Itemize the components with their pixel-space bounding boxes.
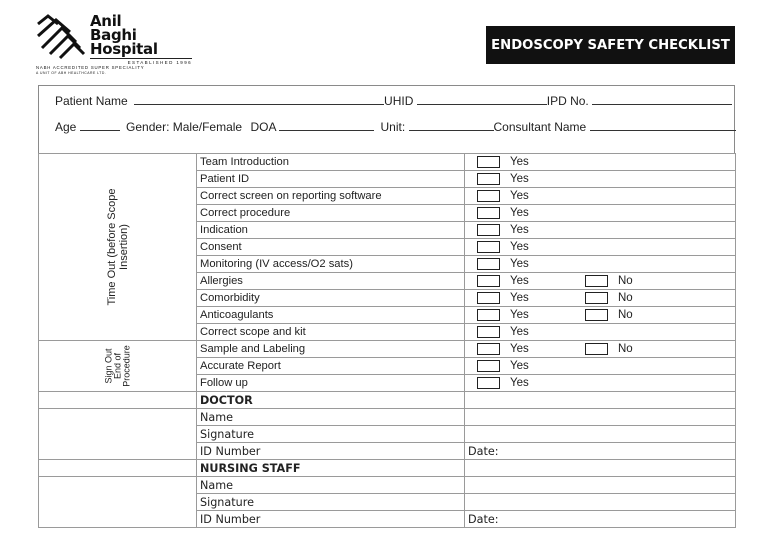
doctor-heading: DOCTOR — [197, 392, 465, 409]
doa-label: DOA — [250, 120, 276, 134]
doctor-id-label: ID Number — [197, 443, 465, 460]
checklist-answer-cell — [465, 375, 736, 392]
checklist-item-label: Correct procedure — [197, 205, 465, 222]
logo-line-1: Anil — [90, 12, 122, 30]
nursing-date-field[interactable]: Date: — [465, 511, 736, 528]
yes-checkbox[interactable] — [477, 207, 500, 219]
checklist-item-label: Correct screen on reporting software — [197, 188, 465, 205]
doctor-entry-field[interactable] — [465, 409, 736, 426]
patient-info-section — [38, 85, 735, 153]
time-out-phase-label: Time Out (before Scope Insertion) — [105, 188, 130, 306]
patient-name-label: Patient Name — [55, 94, 128, 108]
uhid-label: UHID — [384, 94, 414, 108]
no-option-label: No — [618, 292, 633, 304]
logo-unit-of: A UNIT OF ABH HEALTHCARE LTD. — [36, 71, 107, 75]
nursing-side-cell — [39, 477, 197, 528]
ipd-field[interactable] — [592, 94, 732, 105]
yes-option-label: Yes — [510, 360, 529, 372]
no-checkbox[interactable] — [585, 309, 608, 321]
no-checkbox[interactable] — [585, 343, 608, 355]
yes-option-label: Yes — [510, 156, 529, 168]
checklist-answer-cell — [465, 188, 736, 205]
nursing-heading-blank — [465, 460, 736, 477]
nursing-entry-field[interactable] — [465, 494, 736, 511]
patient-info-row-2 — [55, 120, 736, 134]
nursing-row — [39, 460, 736, 477]
checklist-answer-cell — [465, 358, 736, 375]
yes-checkbox[interactable] — [477, 343, 500, 355]
checklist-answer-cell — [465, 290, 736, 307]
checklist-item-label: Follow up — [197, 375, 465, 392]
yes-checkbox[interactable] — [477, 190, 500, 202]
checklist-item-label: Consent — [197, 239, 465, 256]
checklist-answer-cell — [465, 171, 736, 188]
checklist-answer-cell — [465, 307, 736, 324]
consultant-field[interactable] — [590, 120, 736, 131]
logo-mark-icon — [36, 14, 86, 60]
age-label: Age — [55, 120, 77, 134]
gender-label: Gender: Male/Female — [126, 120, 243, 134]
checklist-item-label: Accurate Report — [197, 358, 465, 375]
checklist-item-label: Indication — [197, 222, 465, 239]
doctor-side-cell — [39, 409, 197, 460]
unit-label: Unit: — [380, 120, 406, 134]
checklist-item-label: Patient ID — [197, 171, 465, 188]
yes-checkbox[interactable] — [477, 241, 500, 253]
yes-option-label: Yes — [510, 326, 529, 338]
checklist-item-label: Allergies — [197, 273, 465, 290]
logo-established: ESTABLISHED 1996 — [90, 58, 192, 65]
checklist-row — [39, 341, 736, 358]
checklist-item-label: Team Introduction — [197, 154, 465, 171]
hospital-logo — [36, 12, 192, 75]
yes-checkbox[interactable] — [477, 360, 500, 372]
yes-option-label: Yes — [510, 207, 529, 219]
nursing-side-cell — [39, 460, 197, 477]
nursing-name-label: Name — [197, 477, 465, 494]
logo-accreditation: NABH ACCREDITED SUPER SPECIALITY — [36, 65, 145, 70]
checklist-answer-cell — [465, 154, 736, 171]
yes-option-label: Yes — [510, 224, 529, 236]
doa-field[interactable] — [279, 120, 374, 131]
checklist-answer-cell — [465, 222, 736, 239]
yes-checkbox[interactable] — [477, 326, 500, 338]
checklist-answer-cell — [465, 324, 736, 341]
unit-field[interactable] — [409, 120, 494, 131]
checklist-row — [39, 154, 736, 171]
patient-info-row-1 — [55, 94, 732, 108]
uhid-field[interactable] — [417, 94, 547, 105]
yes-option-label: Yes — [510, 292, 529, 304]
doctor-row — [39, 409, 736, 426]
yes-option-label: Yes — [510, 241, 529, 253]
no-checkbox[interactable] — [585, 292, 608, 304]
checklist-item-label: Comorbidity — [197, 290, 465, 307]
no-checkbox[interactable] — [585, 275, 608, 287]
doctor-row — [39, 392, 736, 409]
yes-option-label: Yes — [510, 275, 529, 287]
yes-option-label: Yes — [510, 343, 529, 355]
sign-out-phase-label: Sign Out End of Procedure — [103, 345, 131, 387]
checklist-answer-cell — [465, 256, 736, 273]
yes-checkbox[interactable] — [477, 173, 500, 185]
yes-checkbox[interactable] — [477, 275, 500, 287]
yes-checkbox[interactable] — [477, 156, 500, 168]
checklist-item-label: Correct scope and kit — [197, 324, 465, 341]
logo-line-3: Hospital — [90, 40, 158, 58]
checklist-answer-cell — [465, 273, 736, 290]
yes-option-label: Yes — [510, 309, 529, 321]
logo-wordmark — [90, 14, 170, 56]
doctor-signature-label: Signature — [197, 426, 465, 443]
safety-checklist-table — [38, 153, 736, 528]
logo-line-2: Baghi — [90, 26, 137, 44]
nursing-entry-field[interactable] — [465, 477, 736, 494]
doctor-entry-field[interactable] — [465, 426, 736, 443]
patient-name-field[interactable] — [134, 94, 384, 105]
yes-checkbox[interactable] — [477, 292, 500, 304]
no-option-label: No — [618, 309, 633, 321]
checklist-item-label: Monitoring (IV access/O2 sats) — [197, 256, 465, 273]
ipd-label: IPD No. — [546, 94, 589, 108]
yes-option-label: Yes — [510, 190, 529, 202]
sign-out-phase-cell — [39, 341, 197, 392]
doctor-name-label: Name — [197, 409, 465, 426]
checklist-answer-cell — [465, 205, 736, 222]
yes-option-label: Yes — [510, 377, 529, 389]
doctor-date-field[interactable]: Date: — [465, 443, 736, 460]
doctor-side-cell — [39, 392, 197, 409]
no-option-label: No — [618, 343, 633, 355]
form-title: ENDOSCOPY SAFETY CHECKLIST — [491, 37, 730, 53]
checklist-answer-cell — [465, 239, 736, 256]
checklist-answer-cell — [465, 341, 736, 358]
form-title-banner — [486, 26, 735, 64]
yes-checkbox[interactable] — [477, 309, 500, 321]
nursing-signature-label: Signature — [197, 494, 465, 511]
checklist-item-label: Sample and Labeling — [197, 341, 465, 358]
yes-checkbox[interactable] — [477, 377, 500, 389]
checklist-item-label: Anticoagulants — [197, 307, 465, 324]
yes-checkbox[interactable] — [477, 224, 500, 236]
age-field[interactable] — [80, 120, 120, 131]
no-option-label: No — [618, 275, 633, 287]
yes-checkbox[interactable] — [477, 258, 500, 270]
nursing-id-label: ID Number — [197, 511, 465, 528]
yes-option-label: Yes — [510, 173, 529, 185]
nursing-heading: NURSING STAFF — [197, 460, 465, 477]
yes-option-label: Yes — [510, 258, 529, 270]
nursing-row — [39, 477, 736, 494]
consultant-label: Consultant Name — [493, 120, 587, 134]
doctor-heading-blank — [465, 392, 736, 409]
time-out-phase-cell — [39, 154, 197, 341]
